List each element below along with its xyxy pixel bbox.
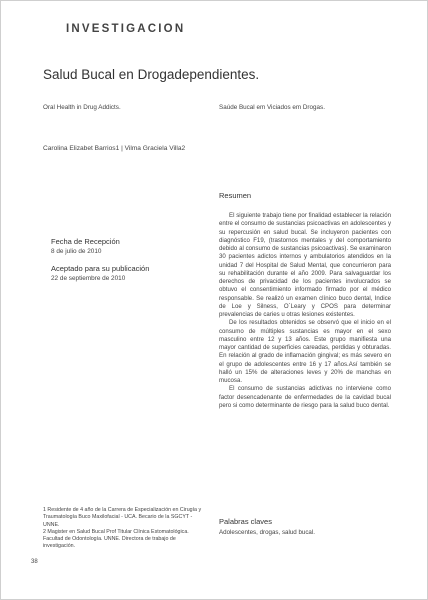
accepted-date-label: Aceptado para su publicación <box>51 264 150 273</box>
abstract-paragraph: De los resultados obtenidos se observó que el inicio en el consumo de múltiples sustancias es mayor en el sexo masculino entre 12 y 13 años. Este grupo manifiesta una mayor cantidad de superficies careadas, perdidas y obturadas. En relación al grado de inflamación gingival; es más severo en el grupo de adolescentes entre 16 y 17 años.Así también se halló un 15% de alteraciones leves y 20% de manchas en mucosa. <box>219 319 391 384</box>
article-title-portuguese: Saúde Bucal em Viciados em Drogas. <box>219 104 325 111</box>
article-title: Salud Bucal en Drogadependientes. <box>43 67 260 82</box>
footnote: 1 Residente de 4 año de la Carrera de Especialización en Cirugía y Traumatología Buco Maxilofacial - UCA. Becario de la SGCYT - UNNE. <box>43 507 202 528</box>
footnotes <box>43 507 203 551</box>
abstract-body <box>219 212 391 410</box>
accepted-date-value: 22 de septiembre de 2010 <box>51 275 126 282</box>
abstract-paragraph: El siguiente trabajo tiene por finalidad establecer la relación entre el consumo de sustancias psicoactivas en adolescentes y su repercusión en salud bucal. Se incluyeron pacientes con diagnóstico F19, (trastornos mentales y del comportamiento debido al consumo de sustancias psicoactivas). Se examinaron 30 pacientes adictos internos y ambulatorios atendidos en la unidad 7 del Hospital de Salud Mental, que concurrieron para su rehabilitación durante el año 2009. Para salvaguardar los derechos de privacidad de los pacientes involucrados se obtuvo el consentimiento informado firmado por el médico responsable. Se realizó un examen clínico buco dental, Indice de Loe y Silness, O´Leary y CPOS para determinar prevalencias de caries u otras lesiones existentes. <box>219 212 391 318</box>
authors-line: Carolina Elizabet Barrios1 | Vilma Graciela Villa2 <box>43 145 186 152</box>
received-date-label: Fecha de Recepción <box>51 237 120 246</box>
article-title-english: Oral Health in Drug Addicts. <box>43 104 121 111</box>
keywords-heading: Palabras claves <box>219 517 272 526</box>
abstract-paragraph: El consumo de sustancias adictivas no interviene como factor desencadenante de enfermedades de la cavidad bucal pero si como determinante de riesgo para la salud buco dental. <box>219 385 391 409</box>
abstract-heading: Resumen <box>219 191 252 200</box>
received-date-value: 8 de julio de 2010 <box>51 248 102 255</box>
footnote: 2 Magister en Salud Bucal Prof Titular Clínica Estomatológica. Facultad de Odontología. UNNE. Directora de trabajo de investigación. <box>43 528 189 550</box>
section-label: INVESTIGACION <box>66 23 186 35</box>
page-number: 38 <box>31 559 38 565</box>
keywords-text: Adolescentes, drogas, salud bucal. <box>219 529 315 536</box>
